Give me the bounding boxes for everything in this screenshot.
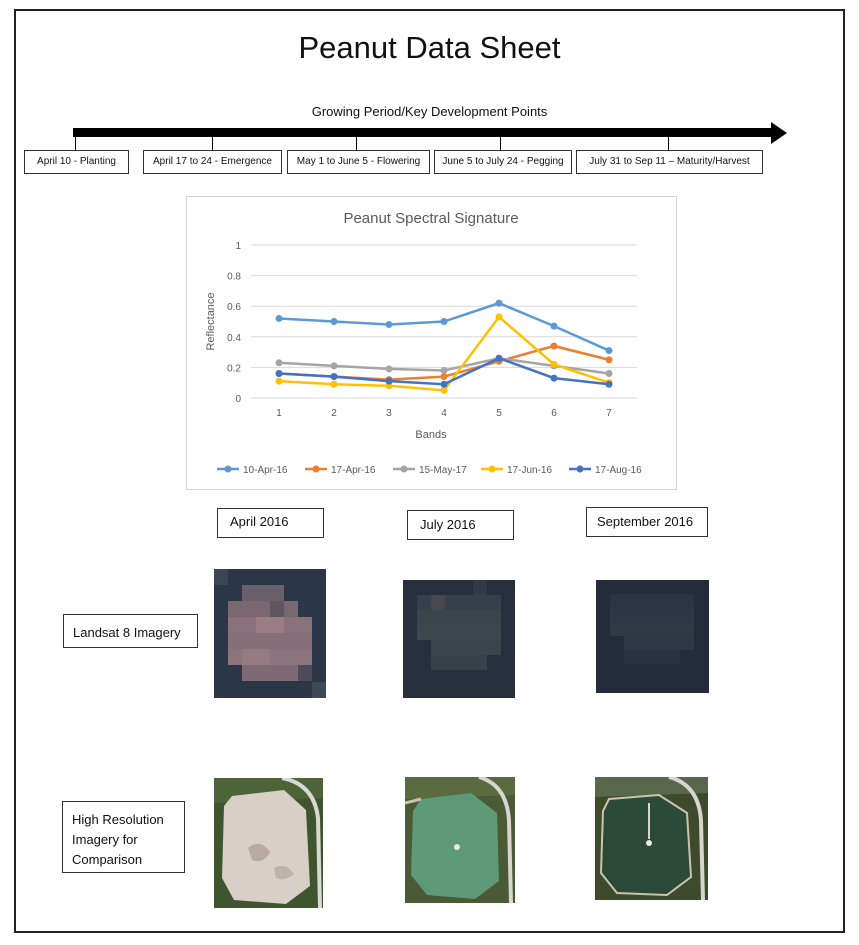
highres-september-image xyxy=(595,777,708,900)
stage-planting: April 10 - Planting xyxy=(24,150,129,174)
stage-pegging: June 5 to July 24 - Pegging xyxy=(434,150,572,174)
data-point-15-May-17 xyxy=(386,365,393,372)
x-tick-label: 4 xyxy=(441,408,447,419)
legend-label: 17-Jun-16 xyxy=(507,465,553,476)
y-tick-label: 0 xyxy=(235,394,241,405)
timeline-tick xyxy=(75,137,76,150)
timeline-arrow-head xyxy=(771,122,787,144)
data-point-17-Jun-16 xyxy=(441,387,448,394)
data-point-17-Jun-16 xyxy=(331,381,338,388)
timeline-tick xyxy=(212,137,213,150)
legend-label: 15-May-17 xyxy=(419,465,467,476)
data-point-17-Apr-16 xyxy=(606,356,613,363)
data-point-17-Aug-16 xyxy=(441,381,448,388)
legend-marker-17-Apr-16 xyxy=(313,466,320,473)
x-tick-label: 1 xyxy=(276,408,282,419)
spectral-chart xyxy=(186,196,677,490)
data-point-17-Aug-16 xyxy=(496,355,503,362)
timeline-title: Growing Period/Key Development Points xyxy=(311,104,548,119)
timeline-tick xyxy=(356,137,357,150)
data-point-17-Aug-16 xyxy=(386,378,393,385)
highres-april-image xyxy=(214,778,323,908)
timeline-tick xyxy=(500,137,501,150)
landsat-september-image xyxy=(596,580,709,693)
data-point-17-Apr-16 xyxy=(551,342,558,349)
data-point-10-Apr-16 xyxy=(441,318,448,325)
legend-marker-17-Jun-16 xyxy=(489,466,496,473)
data-point-10-Apr-16 xyxy=(386,321,393,328)
data-point-15-May-17 xyxy=(606,370,613,377)
legend-marker-15-May-17 xyxy=(401,466,408,473)
x-tick-label: 6 xyxy=(551,408,557,419)
y-axis-label: Reflectance xyxy=(205,292,217,351)
data-point-10-Apr-16 xyxy=(606,347,613,354)
legend-marker-17-Aug-16 xyxy=(577,466,584,473)
data-point-10-Apr-16 xyxy=(331,318,338,325)
spectral-chart-svg xyxy=(187,197,676,489)
stage-emergence: April 17 to 24 - Emergence xyxy=(143,150,282,174)
legend-label: 17-Aug-16 xyxy=(595,465,642,476)
landsat-july-image xyxy=(403,580,515,698)
legend-marker-10-Apr-16 xyxy=(225,466,232,473)
row-label-landsat: Landsat 8 Imagery xyxy=(63,614,198,648)
page-title: Peanut Data Sheet xyxy=(298,30,561,65)
timeline-arrow xyxy=(73,128,773,137)
y-tick-label: 0.6 xyxy=(227,302,241,314)
chart-title: Peanut Spectral Signature xyxy=(343,210,519,227)
data-point-17-Jun-16 xyxy=(551,361,558,368)
legend-label: 17-Apr-16 xyxy=(331,465,376,476)
stage-flowering: May 1 to June 5 - Flowering xyxy=(287,150,430,174)
data-point-17-Aug-16 xyxy=(606,381,613,388)
x-axis-label: Bands xyxy=(415,429,447,441)
data-point-15-May-17 xyxy=(331,362,338,369)
series-line-10-Apr-16 xyxy=(279,303,609,350)
row-label-highres: High Resolution Imagery for Comparison xyxy=(62,801,185,873)
y-tick-label: 0.4 xyxy=(227,332,241,344)
x-tick-label: 7 xyxy=(606,408,612,419)
data-point-10-Apr-16 xyxy=(551,323,558,330)
column-label-september: September 2016 xyxy=(586,507,708,537)
stage-maturity-harvest: July 31 to Sep 11 – Maturity/Harvest xyxy=(576,150,763,174)
data-point-17-Aug-16 xyxy=(551,375,558,382)
data-point-15-May-17 xyxy=(276,359,283,366)
data-point-17-Jun-16 xyxy=(496,313,503,320)
data-point-17-Jun-16 xyxy=(276,378,283,385)
data-point-10-Apr-16 xyxy=(496,300,503,307)
data-point-17-Aug-16 xyxy=(276,370,283,377)
y-tick-label: 0.2 xyxy=(227,363,241,375)
legend-label: 10-Apr-16 xyxy=(243,465,288,476)
landsat-april-image xyxy=(214,569,326,698)
y-tick-label: 0.8 xyxy=(227,271,241,283)
data-point-10-Apr-16 xyxy=(276,315,283,322)
highres-july-image xyxy=(405,777,515,903)
x-tick-label: 3 xyxy=(386,408,392,419)
timeline-tick xyxy=(668,137,669,150)
data-point-17-Apr-16 xyxy=(441,373,448,380)
y-tick-label: 1 xyxy=(235,241,241,252)
column-label-april: April 2016 xyxy=(217,508,324,538)
x-tick-label: 5 xyxy=(496,408,502,419)
column-label-july: July 2016 xyxy=(407,510,514,540)
data-point-15-May-17 xyxy=(441,367,448,374)
x-tick-label: 2 xyxy=(331,408,337,419)
data-point-17-Aug-16 xyxy=(331,373,338,380)
